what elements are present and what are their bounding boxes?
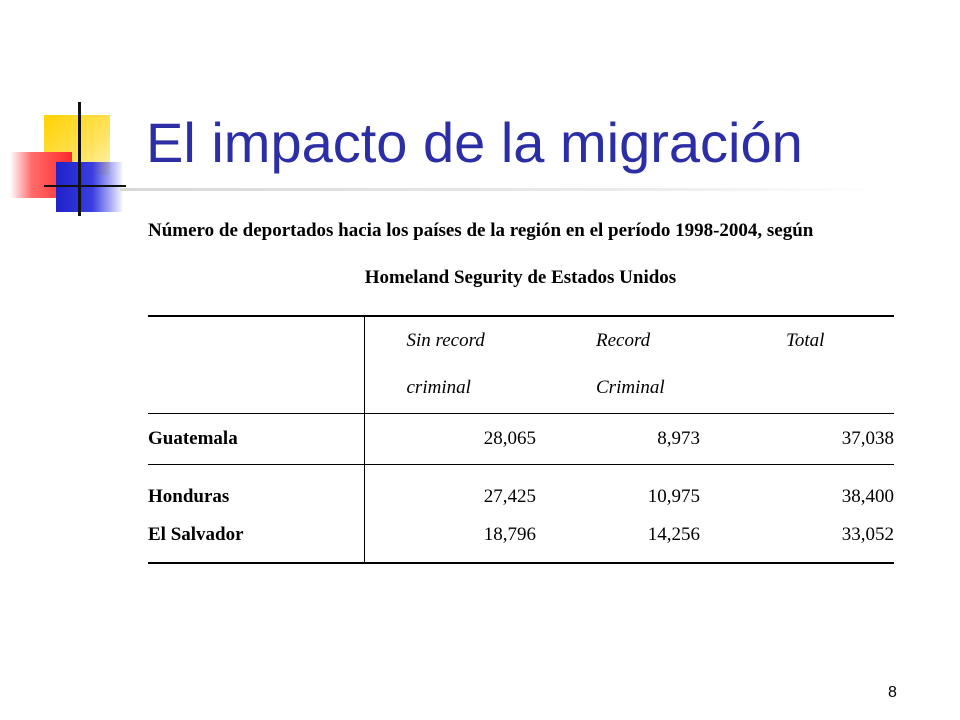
page-number: 8	[888, 684, 897, 701]
table-header-row	[148, 316, 894, 414]
header-record	[536, 316, 700, 414]
row-sin-record-value	[364, 512, 536, 563]
header-record-line-2: Criminal	[596, 377, 665, 398]
row-country: Guatemala	[148, 414, 364, 465]
header-total	[700, 316, 894, 414]
slide-title: El impacto de la migración	[146, 111, 803, 174]
header-total-label: Total	[786, 330, 825, 351]
row-record-value: 8,973	[536, 414, 700, 465]
row-total-value	[700, 465, 894, 513]
logo-horizontal-line	[44, 185, 126, 187]
logo-blue-square	[56, 162, 122, 212]
row-country-text: Honduras	[148, 486, 230, 507]
row-record-text: 10,975	[647, 486, 700, 507]
row-total-value: 37,038	[700, 414, 894, 465]
header-sin-record	[364, 316, 536, 414]
table-caption-line-1: Número de deportados hacia los países de la región en el período 1998-2004, según	[148, 220, 814, 241]
row-sin-record-value: 28,065	[364, 414, 536, 465]
row-total-text: 33,052	[841, 524, 894, 545]
row-record-value	[536, 512, 700, 563]
row-record-value	[536, 465, 700, 513]
header-sin-record-line-2: criminal	[406, 377, 471, 398]
row-country	[148, 465, 364, 513]
row-total-value	[700, 512, 894, 563]
header-record-line-1: Record	[596, 330, 651, 351]
header-country-blank	[148, 316, 364, 414]
table-row	[148, 512, 894, 563]
row-sin-record-text: 18,796	[483, 524, 536, 545]
deportations-table	[148, 315, 894, 564]
deportations-table-container	[148, 315, 894, 564]
slide-logo	[0, 0, 140, 220]
row-record-text: 14,256	[647, 524, 700, 545]
row-sin-record-text: 27,425	[483, 486, 536, 507]
table-row	[148, 414, 894, 465]
row-sin-record-value	[364, 465, 536, 513]
table-caption-line-2: Homeland Segurity de Estados Unidos	[364, 267, 677, 288]
row-total-text: 38,400	[841, 486, 894, 507]
table-row	[148, 465, 894, 513]
logo-vertical-line	[78, 102, 81, 216]
row-country	[148, 512, 364, 563]
row-country-text: El Salvador	[148, 524, 244, 545]
title-underline	[120, 188, 880, 191]
header-sin-record-line-1: Sin record	[406, 330, 485, 351]
